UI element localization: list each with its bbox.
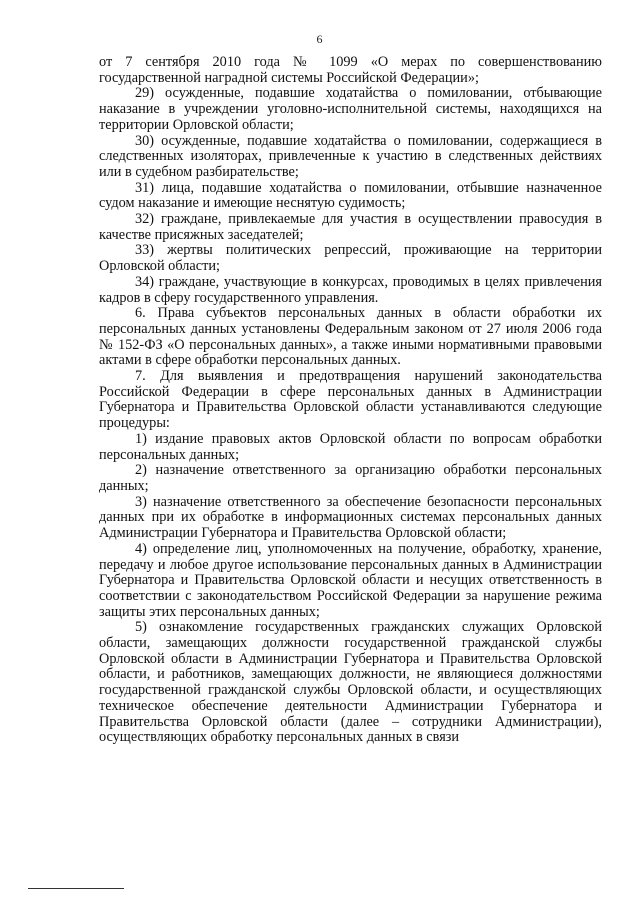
document-body [99,55,602,746]
paragraph: 4) определение лиц, уполномоченных на получение, обработку, хранение, передачу и любое другое использование персональных данных в Администрации Губернатора и Правительства Орловской области и несущих ответственность в соответствии с законодательством Российской Федерации за нарушение режима защиты этих персональных данных; [99,540,602,620]
paragraph: 2) назначение ответственного за организацию обработки персональных данных; [99,462,602,494]
paragraph: 5) ознакомление государственных гражданских служащих Орловской области, замещающих должности государственной гражданской службы Орловской области в Администрации Губернатора и Правительства Орловской области, и работников, замещающих должности, не являющиеся должностями государственной гражданской службы Орловской области, и осуществляющих техническое обеспечение деятельности Администрации Губернатора и Правительства Орловской области (далее – сотрудники Администрации), осуществляющих обработку персональных данных в связи [99,619,602,746]
paragraph: 6. Права субъектов персональных данных в области обработки их персональных данных установлены Федеральным законом от 27 июля 2006 года № 152-ФЗ «О персональных данных», а также иными нормативными правовыми актами в сфере обработки персональных данных. [99,305,602,369]
footnote-divider [28,888,124,889]
paragraph: 33) жертвы политических репрессий, проживающие на территории Орловской области; [99,242,602,275]
paragraph: 34) граждане, участвующие в конкурсах, проводимых в целях привлечения кадров в сферу государственного управления. [99,273,602,306]
paragraph: 7. Для выявления и предотвращения нарушений законодательства Российской Федерации в сфере персональных данных в Администрации Губернатора и Правительства Орловской области устанавливаются следующие процедуры: [99,368,602,432]
page-number: 6 [316,32,323,46]
paragraph: от 7 сентября 2010 года № 1099 «О мерах по совершенствованию государственной наградной системы Российской Федерации»; [99,54,602,86]
paragraph: 3) назначение ответственного за обеспечение безопасности персональных данных при их обработке в информационных системах персональных данных Администрации Губернатора и Правительства Орловской области; [99,493,602,542]
paragraph: 31) лица, подавшие ходатайства о помиловании, отбывшие назначенное судом наказание и имеющие неснятую судимость; [99,179,602,212]
paragraph: 29) осужденные, подавшие ходатайства о помиловании, отбывающие наказание в учреждении уголовно-исполнительной системы, находящихся на территории Орловской области; [99,85,602,133]
paragraph: 30) осужденные, подавшие ходатайства о помиловании, содержащиеся в следственных изоляторах, привлеченные к участию в следственных действиях или в судебном разбирательстве; [99,132,602,180]
paragraph: 32) граждане, привлекаемые для участия в осуществлении правосудия в качестве присяжных заседателей; [99,211,602,243]
paragraph: 1) издание правовых актов Орловской области по вопросам обработки персональных данных; [99,430,602,463]
